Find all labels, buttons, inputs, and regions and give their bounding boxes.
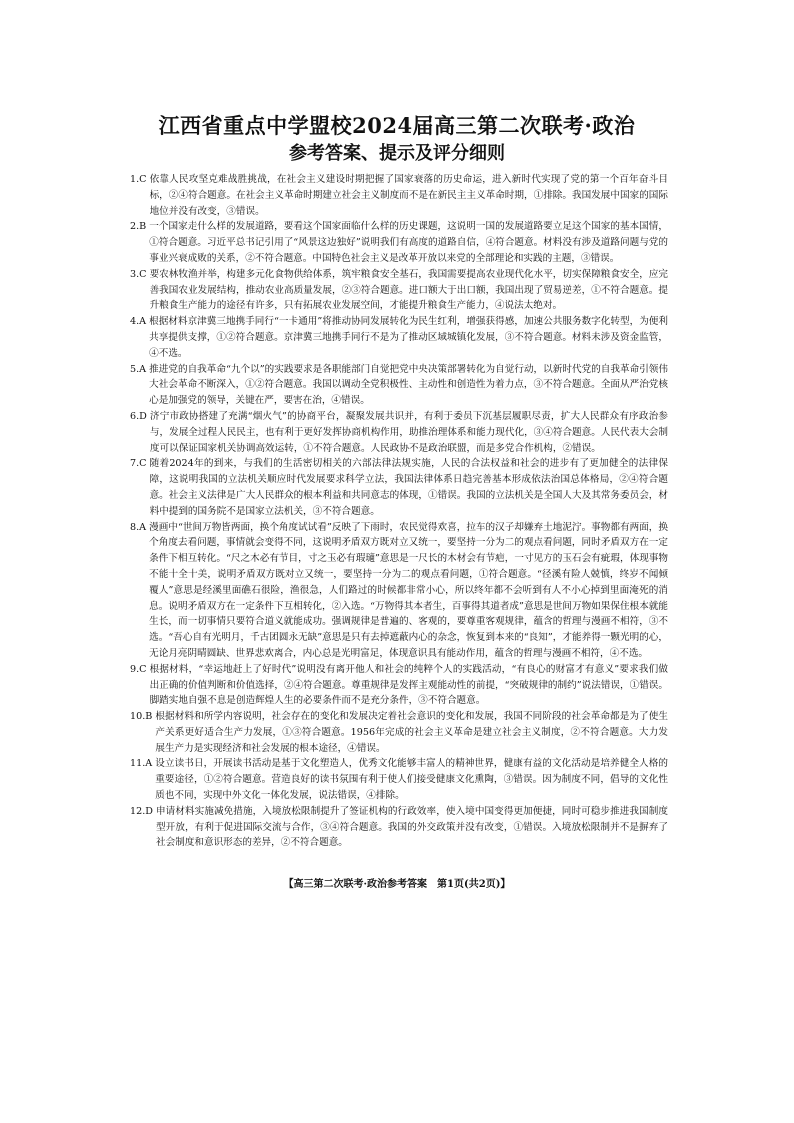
- answer-text: 济宁市政协搭建了充满“烟火气”的协商平台，凝聚发展共识并，有利于委员下沉基层履职尽责，扩大人民群众有序政治参与，发展全过程人民民主，也有利于更好发挥协商机构作用，助推治理体系和能力现代化，③④符合题意。人民代表大会制度可以保证国家机关协调高效运转，①不符合题意。人民政协不是政治联盟，而是多党合作机构，②错误。: [149, 410, 668, 454]
- answer-number: 12.D: [130, 805, 153, 817]
- answer-text: 申请材料实施减免措施，入境放松限制提升了签证机构的行政效率，使入境中国变得更加便捷，同时可稳步推进我国制度型开放，有利于促进国际交流与合作，③④符合题意。我国的外交政策并没有改变，①错误。入境放松限制并不是摒弃了社会制度和意识形态的差异，②不符合题意。: [156, 805, 668, 849]
- answer-text: 漫画中“世间万物皆两面，换个角度试试看”反映了下雨时，农民觉得欢喜，拉车的汉子却嫌弃土地泥泞。事物都有两面，换个角度去看问题，事情就会变得不同，这说明矛盾双方既对立又统一，要坚持一分为二的观点看问题，同时矛盾双方在一定条件下相互转化。“尺之木必有节目，寸之玉必有瑕瓋”意思是一尺长的木材会有节疤，一寸见方的玉石会有疵瑕，体现事物不能十全十美，说明矛盾双方既对立又统一，要坚持一分为二的观点看问题，①符合题意。“径溪有险人兢慎，终岁不闻倾覆人”意思是经溪里面礁石很险，渔很急，人们路过的时候都非常小心，所以终年都不会听到有人不小心掉到里面淹死的消息。说明矛盾双方在一定条件下互相转化，②入选。“万物得其本者生，百事得其道者成”意思是世间万物如果保住根本就能生长，而一切事情只要符合道义就能成功。强调规律是普遍的、客观的，要尊重客观规律，蕴含的哲理与漫画不相符，③不选。“吾心自有光明月，千古团圆永无缺”意思是只有去掉遮蔽内心的杂念，恢复到本来的“良知”，才能养得一颗光明的心，无论月亮阴晴圆缺、世界悲欢离合，内心总是光明富足，体现意识具有能动作用，蕴含的哲理与漫画不相符，④不选。: [149, 521, 668, 659]
- answer-item-12: [130, 804, 668, 851]
- page-title: 江西省重点中学盟校2024届高三第二次联考·政治: [158, 113, 636, 138]
- answer-number: 6.D: [130, 410, 147, 422]
- answer-item-8: [130, 520, 668, 662]
- answer-number: 7.C: [130, 458, 147, 470]
- answer-item-3: [130, 267, 668, 314]
- answer-number: 9.C: [130, 663, 147, 675]
- answer-item-9: [130, 662, 668, 709]
- answer-item-2: [130, 219, 668, 266]
- answer-text: 依靠人民攻坚克难战胜挑战，在社会主义建设时期把握了国家衰落的历史命运，进入新时代实现了党的第一个百年奋斗目标，②④符合题意。在社会主义革命时期建立社会主义制度而不是在新民主主义革命时期，①排除。我国发展中国家的国际地位并没有改变，③错误。: [149, 174, 668, 217]
- answer-text: 设立读书日，开展读书活动是基于文化塑造人，优秀文化能够丰富人的精神世界，健康有益的文化活动是培养健全人格的重要途径，①②符合题意。营造良好的读书氛围有利于使人们接受健康文化熏陶，③错误。因为制度不同，倡导的文化性质也不同，实现中外文化一体化发展，说法错误，④排除。: [155, 758, 668, 802]
- answer-text: 根据材料京津冀三地携手同行“一卡通用”将推动协同发展转化为民生红利，增强获得感，加速公共服务数字化转型，为便利共享提供支撑，①②符合题意。京津冀三地携手同行不是为了推动区域城镇化发展，③不符合题意。材料未涉及资金监管，④不选。: [149, 316, 668, 359]
- answer-text: 要农林牧渔并举，构建多元化食物供给体系，筑牢粮食安全基石，我国需要提高农业现代化水平，切实保障粮食安全，应完善我国农业发展结构，推动农业高质量发展，②③符合题意。进口额大于出口额，我国出现了贸易逆差，①不符合题意。提升粮食生产能力的途径有许多，只有拓展农业发展空间，才能提升粮食生产能力，④说法太绝对。: [149, 268, 668, 312]
- answer-item-11: [130, 756, 668, 803]
- answer-number: 4.A: [130, 316, 147, 328]
- answer-item-6: [130, 409, 668, 456]
- answer-number: 5.A: [130, 363, 147, 375]
- answer-number: 8.A: [130, 521, 147, 533]
- answer-number: 10.B: [130, 711, 153, 723]
- answer-list: [130, 172, 668, 851]
- answer-text: 随着2024年的到来，与我们的生活密切相关的六部法律法规实施，人民的合法权益和社会的进步有了更加健全的法律保障，这说明我国的立法机关顺应时代发展要求科学立法，我国法律体系日趋完善基本形成依法治国总体格局，②④符合题意。社会主义法律是广大人民群众的根本利益和共同意志的体现，①错误。我国的立法机关是全国人大及其常务委员会，材料中提到的国务院不是国家立法机关，③不符合题意。: [149, 458, 668, 517]
- answer-text: 根据材料和所学内容说明，社会存在的变化和发展决定着社会意识的变化和发展，我国不同阶段的社会革命都是为了使生产关系更好适合生产力发展，①③符合题意。1956年完成的社会主义革命是建立社会主义制度，②不符合题意。大力发展生产力是实现经济和社会发展的根本途径，④错误。: [155, 711, 668, 754]
- answer-text: 推进党的自我革命“九个以”的实践要求是各职能部门自觉把党中央决策部署转化为自觉行动，以新时代党的自我革命引领伟大社会革命不断深入，①②符合题意。我国以调动全党积极性、主动性和创造性为着力点，③不符合题意。全面从严治党核心是加强党的领导，关键在严，要害在治，④错误。: [149, 363, 668, 407]
- page-footer: 【高三第二次联考·政治参考答案 第1页(共2页)】: [283, 879, 511, 890]
- answer-item-4: [130, 314, 668, 361]
- answer-number: 1.C: [130, 174, 147, 185]
- answer-text: 一个国家走什么样的发展道路，要看这个国家面临什么样的历史课题，这说明一国的发展道路要立足这个国家的基本国情，①符合题意。习近平总书记引用了“风景这边独好”说明我们有高度的道路自信，④符合题意。材料没有涉及道路问题与党的事业兴衰成败的关系，②不符合题意。中国特色社会主义是改革开放以来党的全部理论和实践的主题，③错误。: [149, 221, 668, 264]
- answer-text: 根据材料，“幸运地赶上了好时代”说明没有离开他人和社会的纯粹个人的实践活动，“有良心的财富才有意义”要求我们做出正确的价值判断和价值选择，②④符合题意。尊重规律是发挥主观能动性的前提，“突破规律的制约”说法错误，①错误。脚踏实地自强不息是创造辉煌人生的必要条件而不是充分条件，③不符合题意。: [149, 663, 668, 707]
- answer-number: 2.B: [130, 221, 147, 233]
- page-subtitle: 参考答案、提示及评分细则: [289, 143, 505, 164]
- answer-item-10: [130, 709, 668, 756]
- answer-number: 11.A: [130, 758, 153, 770]
- answer-item-1: [130, 172, 668, 219]
- answer-item-7: [130, 456, 668, 519]
- answer-item-5: [130, 362, 668, 409]
- answer-number: 3.C: [130, 268, 147, 280]
